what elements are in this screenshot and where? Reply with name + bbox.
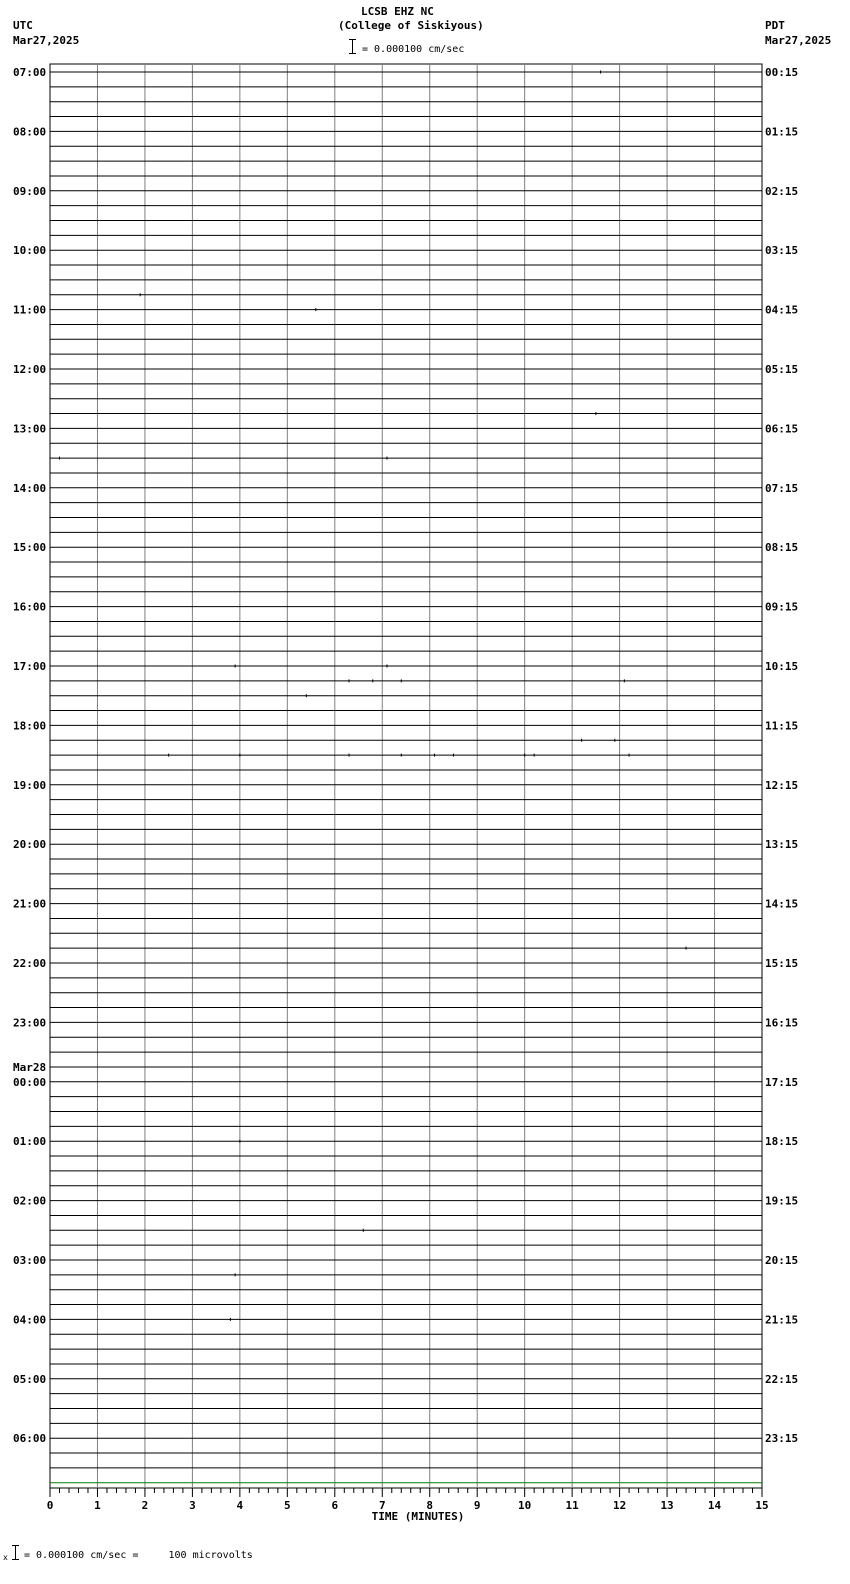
pdt-hour-label: 19:15 (765, 1194, 799, 1208)
x-tick-label: 15 (755, 1499, 769, 1512)
left-timezone: UTC (13, 19, 33, 32)
x-tick-label: 10 (518, 1499, 532, 1512)
x-tick-label: 5 (284, 1499, 291, 1512)
x-tick-label: 14 (707, 1499, 722, 1512)
footer-scale-bar-icon (11, 1545, 20, 1560)
pdt-hour-label: 10:15 (765, 660, 799, 673)
pdt-hour-label: 04:15 (765, 303, 799, 317)
pdt-hour-label: 21:15 (765, 1313, 799, 1327)
utc-hour-label: 19:00 (13, 778, 47, 792)
x-tick-label: 4 (236, 1499, 244, 1512)
pdt-hour-label: 11:15 (765, 719, 799, 733)
x-tick-label: 12 (612, 1499, 627, 1512)
utc-hour-label: 23:00 (13, 1016, 47, 1030)
x-tick-label: 7 (378, 1499, 386, 1512)
right-timezone: PDT (765, 19, 785, 32)
utc-hour-label: 07:00 (13, 66, 47, 79)
pdt-hour-label: 20:15 (765, 1254, 799, 1267)
x-tick-label: 9 (473, 1499, 481, 1512)
utc-hour-label: 21:00 (13, 897, 47, 911)
utc-hour-label: 14:00 (13, 481, 47, 495)
pdt-hour-label: 14:15 (765, 897, 799, 911)
utc-hour-label: 09:00 (13, 184, 47, 198)
pdt-hour-label: 16:15 (765, 1016, 799, 1030)
utc-hour-label: 18:00 (13, 719, 47, 733)
pdt-hour-label: 17:15 (765, 1075, 799, 1089)
utc-hour-label: 05:00 (13, 1372, 47, 1386)
utc-hour-label: 20:00 (13, 838, 47, 852)
footer-marker-icon: x (3, 1553, 8, 1562)
x-tick-label: 6 (331, 1499, 339, 1512)
pdt-hour-label: 07:15 (765, 481, 799, 495)
pdt-hour-label: 00:15 (765, 66, 799, 79)
pdt-hour-label: 02:15 (765, 184, 799, 198)
pdt-hour-label: 12:15 (765, 778, 799, 792)
pdt-hour-label: 13:15 (765, 838, 799, 852)
x-axis-label: TIME (MINUTES) (371, 1510, 465, 1523)
x-tick-label: 2 (141, 1499, 149, 1512)
x-tick-label: 0 (46, 1499, 54, 1512)
pdt-hour-label: 09:15 (765, 600, 799, 614)
utc-hour-label: 12:00 (13, 363, 47, 376)
pdt-hour-label: 06:15 (765, 422, 799, 436)
left-date: Mar27,2025 (13, 34, 80, 47)
pdt-hour-label: 01:15 (765, 125, 799, 139)
utc-hour-label: 01:00 (13, 1135, 47, 1149)
utc-hour-label: 08:00 (13, 125, 47, 139)
pdt-hour-label: 05:15 (765, 363, 799, 376)
utc-hour-label: 13:00 (13, 422, 47, 436)
pdt-hour-label: 08:15 (765, 541, 799, 555)
pdt-hour-label: 23:15 (765, 1432, 799, 1446)
pdt-hour-label: 15:15 (765, 957, 799, 970)
pdt-hour-label: 18:15 (765, 1135, 799, 1149)
x-tick-label: 11 (565, 1499, 579, 1512)
utc-hour-label: 17:00 (13, 660, 47, 673)
utc-hour-label: 15:00 (13, 541, 47, 555)
footer-scale-note: = 0.000100 cm/sec = 100 microvolts (24, 1550, 253, 1561)
pdt-hour-label: 03:15 (765, 244, 799, 258)
utc-hour-label: 03:00 (13, 1254, 47, 1267)
utc-hour-label: 22:00 (13, 957, 47, 970)
x-tick-label: 8 (426, 1499, 434, 1512)
utc-hour-label: 00:00 (13, 1075, 47, 1089)
scale-label: = 0.000100 cm/sec (362, 44, 465, 55)
utc-hour-label: 06:00 (13, 1432, 47, 1446)
utc-hour-label: 02:00 (13, 1194, 47, 1208)
date-change-label: Mar28 (13, 1060, 47, 1074)
utc-hour-label: 10:00 (13, 244, 47, 258)
station-title: LCSB EHZ NC (361, 5, 434, 18)
utc-hour-label: 04:00 (13, 1313, 47, 1327)
utc-hour-label: 16:00 (13, 600, 47, 614)
x-tick-label: 3 (189, 1499, 196, 1512)
x-tick-label: 13 (660, 1499, 674, 1512)
utc-hour-label: 11:00 (13, 303, 47, 317)
x-tick-label: 1 (94, 1499, 101, 1512)
right-date: Mar27,2025 (765, 34, 832, 47)
station-subtitle: (College of Siskiyous) (338, 19, 484, 32)
pdt-hour-label: 22:15 (765, 1372, 799, 1386)
